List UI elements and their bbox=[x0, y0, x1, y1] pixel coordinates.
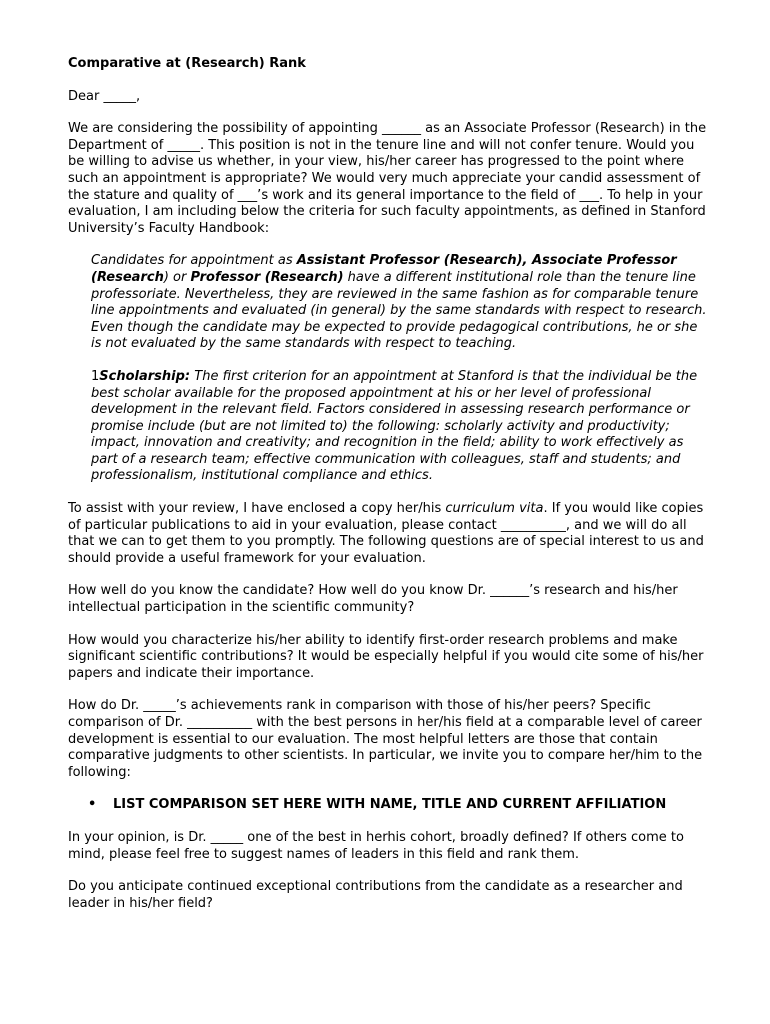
letter-page bbox=[68, 56, 708, 928]
quote-appointment-tail: have a different institutional role than the tenure line professoriate. Nevertheless, they are reviewed in the same fashion as for comparable tenure line appointments and evaluated (in general) by the same standards with respect to research. Even though the candidate may be expected to provide pedagogical contributions, he or she is not evaluated by the same standards with respect to teaching. bbox=[91, 269, 707, 352]
comparison-list-text: LIST COMPARISON SET HERE WITH NAME, TITLE AND CURRENT AFFILIATION bbox=[113, 797, 667, 813]
scholarship-number: 1 bbox=[91, 368, 100, 384]
assist-paragraph bbox=[68, 501, 708, 567]
assist-post: . If you would like copies of particular publications to aid in your evaluation, please contact __________, and we will do all that we can to get them to you promptly. The following questions are of special interest to us and should provide a useful framework for your evaluation. bbox=[68, 501, 704, 566]
question-achievements-rank: How do Dr. _____’s achievements rank in comparison with those of his/her peers? Specific comparison of Dr. __________ with the best persons in her/his field at a comparable level of career development is essential to our evaluation. The most helpful letters are those that contain comparative judgments to other scientists. In particular, we invite you to compare her/him to the following: bbox=[68, 698, 703, 780]
quote-appointment-lead: Candidates for appointment as bbox=[91, 253, 297, 269]
criteria-quote-scholarship bbox=[91, 369, 708, 485]
comparison-list bbox=[68, 797, 708, 814]
scholarship-text: The first criterion for an appointment at Stanford is that the individual be the best scholar available for the proposed appointment at his or her level of professional development in the relevant field. Factors considered in assessing research performance or promise include (but are not limited to) the following: scholarly activity and productivity; impact, innovation and creativity; and recognition in the field; ability to work effectively as part of a research team; effective communication with colleagues, staff and students; and professionalism, institutional compliance and ethics. bbox=[91, 368, 698, 484]
question-characterize-ability: How would you characterize his/her ability to identify first-order research problems and make significant scientific contributions? It would be especially helpful if you would cite some of his/her papers and indicate their importance. bbox=[68, 632, 704, 681]
quote-appointment-bold-ranks: Assistant Professor (Research), Associate Professor (Research bbox=[91, 253, 677, 285]
criteria-quote-appointment bbox=[91, 253, 708, 353]
assist-pre: To assist with your review, I have enclosed a copy her/his bbox=[68, 501, 446, 517]
question-know-candidate: How well do you know the candidate? How well do you know Dr. ______’s research and his/her intellectual participation in the scientific community? bbox=[68, 583, 678, 616]
quote-appointment-bold-professor: Professor (Research) bbox=[190, 269, 344, 285]
question-continued-contributions: Do you anticipate continued exceptional contributions from the candidate as a researcher and leader in his/her field? bbox=[68, 879, 683, 911]
letter-title: Comparative at (Research) Rank bbox=[68, 56, 306, 71]
assist-italic-cv: curriculum vita bbox=[445, 501, 544, 517]
scholarship-heading: Scholarship: bbox=[99, 368, 191, 384]
salutation: Dear _____, bbox=[68, 88, 141, 104]
bullet-icon: • bbox=[88, 797, 97, 813]
intro-paragraph: We are considering the possibility of appointing ______ as an Associate Professor (Research) in the Department of _____. This position is not in the tenure line and will not confer tenure. Would you be willing to advise us whether, in your view, his/her career has progressed to the point where such an appointment is appropriate? We would very much appreciate your candid assessment of the stature and quality of ___’s work and its general importance to the field of ___. To help in your evaluation, I am including below the criteria for such faculty appointments, as defined in Stanford University’s Faculty Handbook: bbox=[68, 121, 707, 236]
list-item bbox=[68, 797, 708, 814]
quote-appointment-mid: ) or bbox=[163, 269, 191, 285]
question-best-in-cohort: In your opinion, is Dr. _____ one of the best in herhis cohort, broadly defined? If others come to mind, please feel free to suggest names of leaders in this field and rank them. bbox=[68, 829, 684, 862]
